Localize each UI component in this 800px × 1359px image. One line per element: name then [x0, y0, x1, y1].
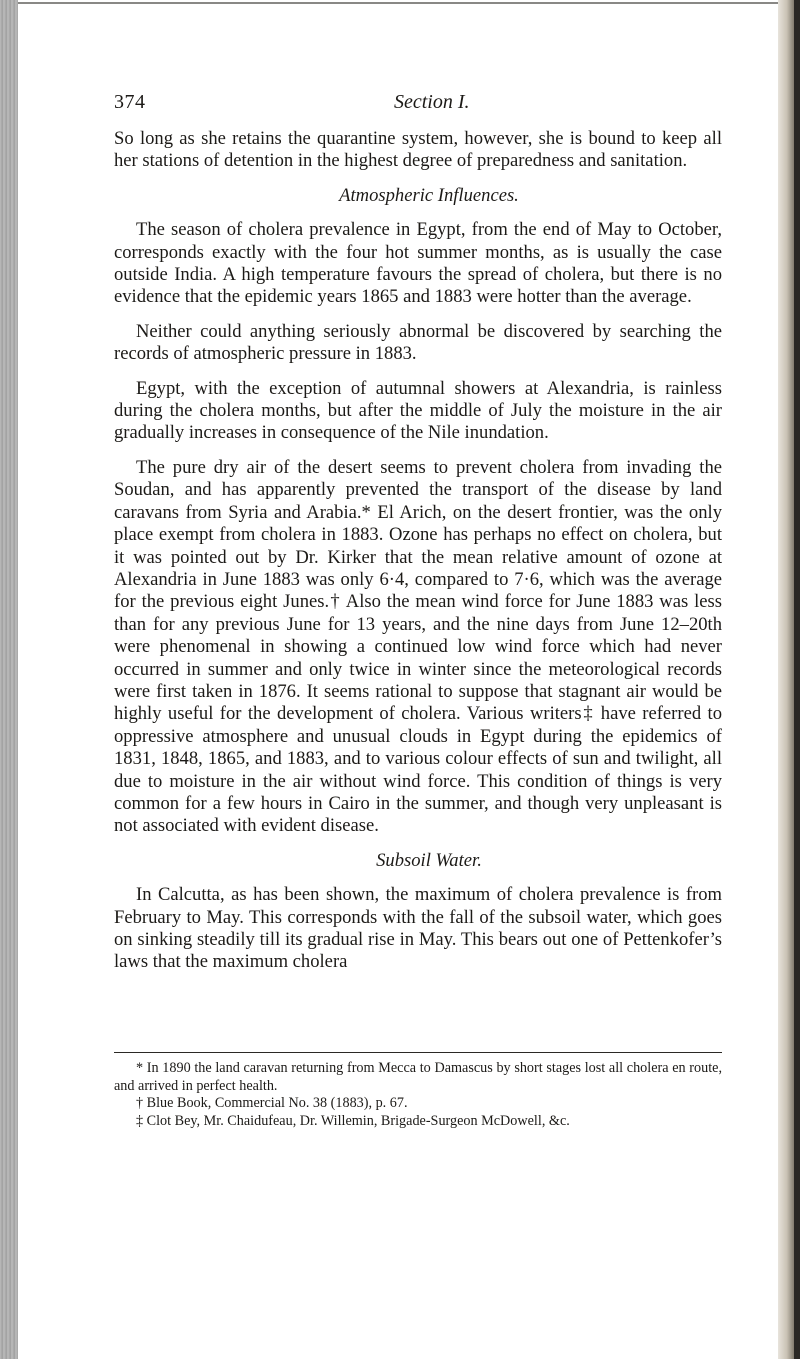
footnote-divider	[114, 1052, 722, 1053]
paragraph-pressure: Neither could anything seriously abnormal be discovered by searching the records of atmospheric pressure in 1883.	[114, 320, 722, 365]
body-text	[114, 128, 722, 986]
page-number: 374	[114, 91, 146, 113]
footnotes	[114, 1060, 722, 1130]
paragraph-moisture: Egypt, with the exception of autumnal showers at Alexandria, is rainless during the cholera months, but after the middle of July the moisture in the air gradually increases in consequence of the Nile inundation.	[114, 377, 722, 444]
footnote-blue-book: † Blue Book, Commercial No. 38 (1883), p. 67.	[136, 1095, 408, 1112]
page-right-shadow	[794, 0, 800, 1359]
running-header	[114, 91, 722, 119]
paragraph-season: The season of cholera prevalence in Egypt, from the end of May to October, corresponds exactly with the four hot summer months, as is usually the case outside India. A high temperature favours the spread of cholera, but there is no evidence that the epidemic years 1865 and 1883 were hotter than the average.	[114, 219, 722, 308]
subheading-subsoil-water: Subsoil Water.	[376, 849, 482, 871]
footnote-caravan: * In 1890 the land caravan returning from Mecca to Damascus by short stages lost all cholera en route, and arrived in perfect health.	[114, 1060, 722, 1094]
section-title: Section I.	[394, 91, 470, 113]
paragraph-calcutta: In Calcutta, as has been shown, the maximum of cholera prevalence is from February to May. This corresponds with the fall of the subsoil water, which goes on sinking steadily till its gradual rise in May. This bears out one of Pettenkofer’s laws that the maximum cholera	[114, 884, 722, 973]
book-gutter	[0, 0, 18, 1359]
subheading-atmospheric-influences: Atmospheric Influences.	[339, 184, 519, 206]
footnote-writers: ‡ Clot Bey, Mr. Chaidufeau, Dr. Willemin, Brigade-Surgeon McDowell, &c.	[136, 1112, 570, 1129]
paragraph-desert-air: The pure dry air of the desert seems to prevent cholera from invading the Soudan, and has apparently prevented the transport of the disease by land caravans from Syria and Arabia.* El Arich, on the desert frontier, was the only place exempt from cholera in 1883. Ozone has perhaps no effect on cholera, but it was pointed out by Dr. Kirker that the mean relative amount of ozone at Alexandria in June 1883 was only 6·4, compared to 7·6, which was the average for the previous eight Junes.† Also the mean wind force for June 1883 was less than for any previous June for 13 years, and the nine days from June 12–20th were phenomenal in showing a continued low wind force which had never occurred in summer and only twice in winter since the meteorological records were first taken in 1876. It seems rational to suppose that stagnant air would be highly useful for the development of cholera. Various writers‡ have referred to oppressive atmosphere and unusual clouds in Egypt during the epidemics of 1831, 1848, 1865, and 1883, and to various colour effects of sun and twilight, all due to moisture in the air without wind force. This condition of things is very common for a few hours in Cairo in the summer, and though very unpleasant is not associated with evident disease.	[114, 456, 722, 837]
page-edge-rule	[18, 2, 778, 4]
paragraph-quarantine: So long as she retains the quarantine system, however, she is bound to keep all her stations of detention in the highest degree of preparedness and sanitation.	[114, 128, 722, 172]
